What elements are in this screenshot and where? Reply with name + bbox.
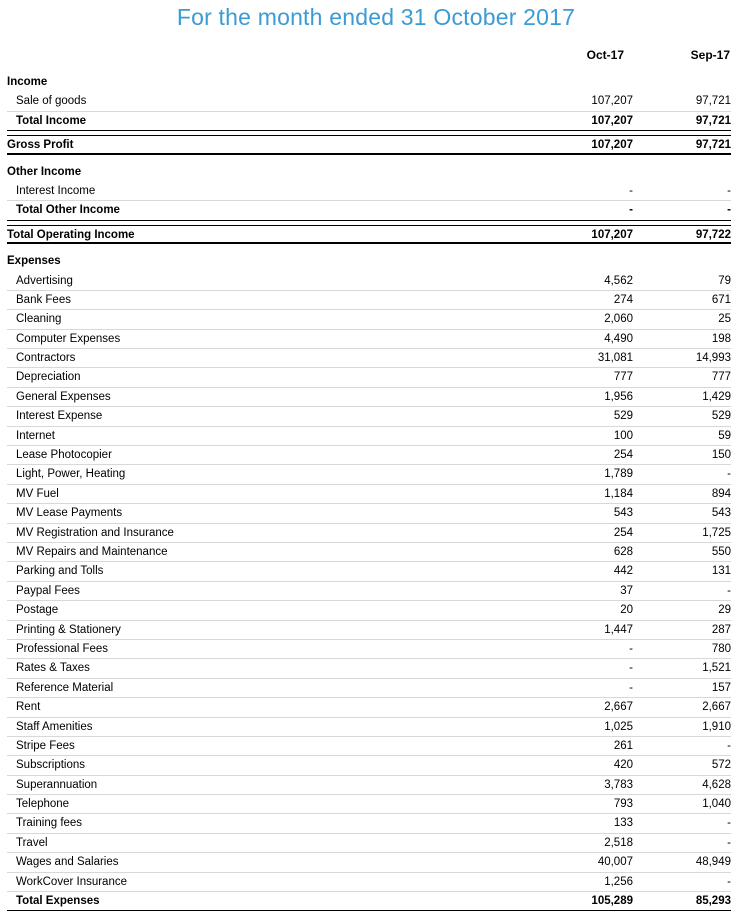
section-heading-expenses: Expenses: [7, 255, 61, 268]
total-expenses-row: Total Expenses 105,289 85,293: [7, 892, 731, 911]
line-item: MV Registration and Insurance 254 1,725: [7, 524, 731, 543]
line-item: Internet 100 59: [7, 427, 731, 446]
line-item: Lease Photocopier 254 150: [7, 446, 731, 465]
line-item: Telephone 793 1,040: [7, 795, 731, 814]
line-item: Staff Amenities 1,025 1,910: [7, 718, 731, 737]
line-item: Rent 2,667 2,667: [7, 698, 731, 717]
line-item: Stripe Fees 261 -: [7, 737, 731, 756]
spacer: [7, 155, 731, 163]
line-item: Advertising 4,562 79: [7, 272, 731, 291]
spacer: [7, 244, 731, 252]
line-item: Reference Material - 157: [7, 679, 731, 698]
line-item: MV Lease Payments 543 543: [7, 504, 731, 523]
line-item: Light, Power, Heating 1,789 -: [7, 465, 731, 484]
line-item: Sale of goods 107,207 97,721: [7, 92, 731, 111]
line-item: General Expenses 1,956 1,429: [7, 388, 731, 407]
line-item: Interest Income - -: [7, 182, 731, 201]
line-item: Bank Fees 274 671: [7, 291, 731, 310]
line-item: MV Fuel 1,184 894: [7, 485, 731, 504]
line-item: Superannuation 3,783 4,628: [7, 776, 731, 795]
line-item: MV Repairs and Maintenance 628 550: [7, 543, 731, 562]
expense-list: [7, 272, 731, 893]
report-subtitle: For the month ended 31 October 2017: [176, 4, 576, 30]
line-item: Paypal Fees 37 -: [7, 582, 731, 601]
line-item: Training fees 133 -: [7, 814, 731, 833]
line-item: Computer Expenses 4,490 198: [7, 330, 731, 349]
line-item: Postage 20 29: [7, 601, 731, 620]
line-item: Wages and Salaries 40,007 48,949: [7, 853, 731, 872]
line-item: Cleaning 2,060 25: [7, 310, 731, 329]
total-other-income-row: Total Other Income - -: [7, 201, 731, 220]
line-item: Rates & Taxes - 1,521: [7, 659, 731, 678]
section-heading-other-income: Other Income: [7, 165, 82, 178]
line-item: Printing & Stationery 1,447 287: [7, 621, 731, 640]
line-item: WorkCover Insurance 1,256 -: [7, 873, 731, 892]
total-income-row: Total Income 107,207 97,721: [7, 112, 731, 131]
section-heading-income: Income: [7, 76, 48, 88]
line-item: Parking and Tolls 442 131: [7, 562, 731, 581]
line-item: Depreciation 777 777: [7, 368, 731, 387]
line-item: Contractors 31,081 14,993: [7, 349, 731, 368]
line-item: Interest Expense 529 529: [7, 407, 731, 426]
line-item: Subscriptions 420 572: [7, 756, 731, 775]
column-header-sep: Sep-17: [690, 48, 730, 62]
total-operating-income-row: Total Operating Income 107,207 97,722: [7, 225, 731, 244]
line-item: Professional Fees - 780: [7, 640, 731, 659]
column-header-oct: Oct-17: [586, 48, 624, 62]
statement-table: [7, 73, 731, 911]
gross-profit-row: Gross Profit 107,207 97,721: [7, 135, 731, 154]
line-item: Travel 2,518 -: [7, 834, 731, 853]
